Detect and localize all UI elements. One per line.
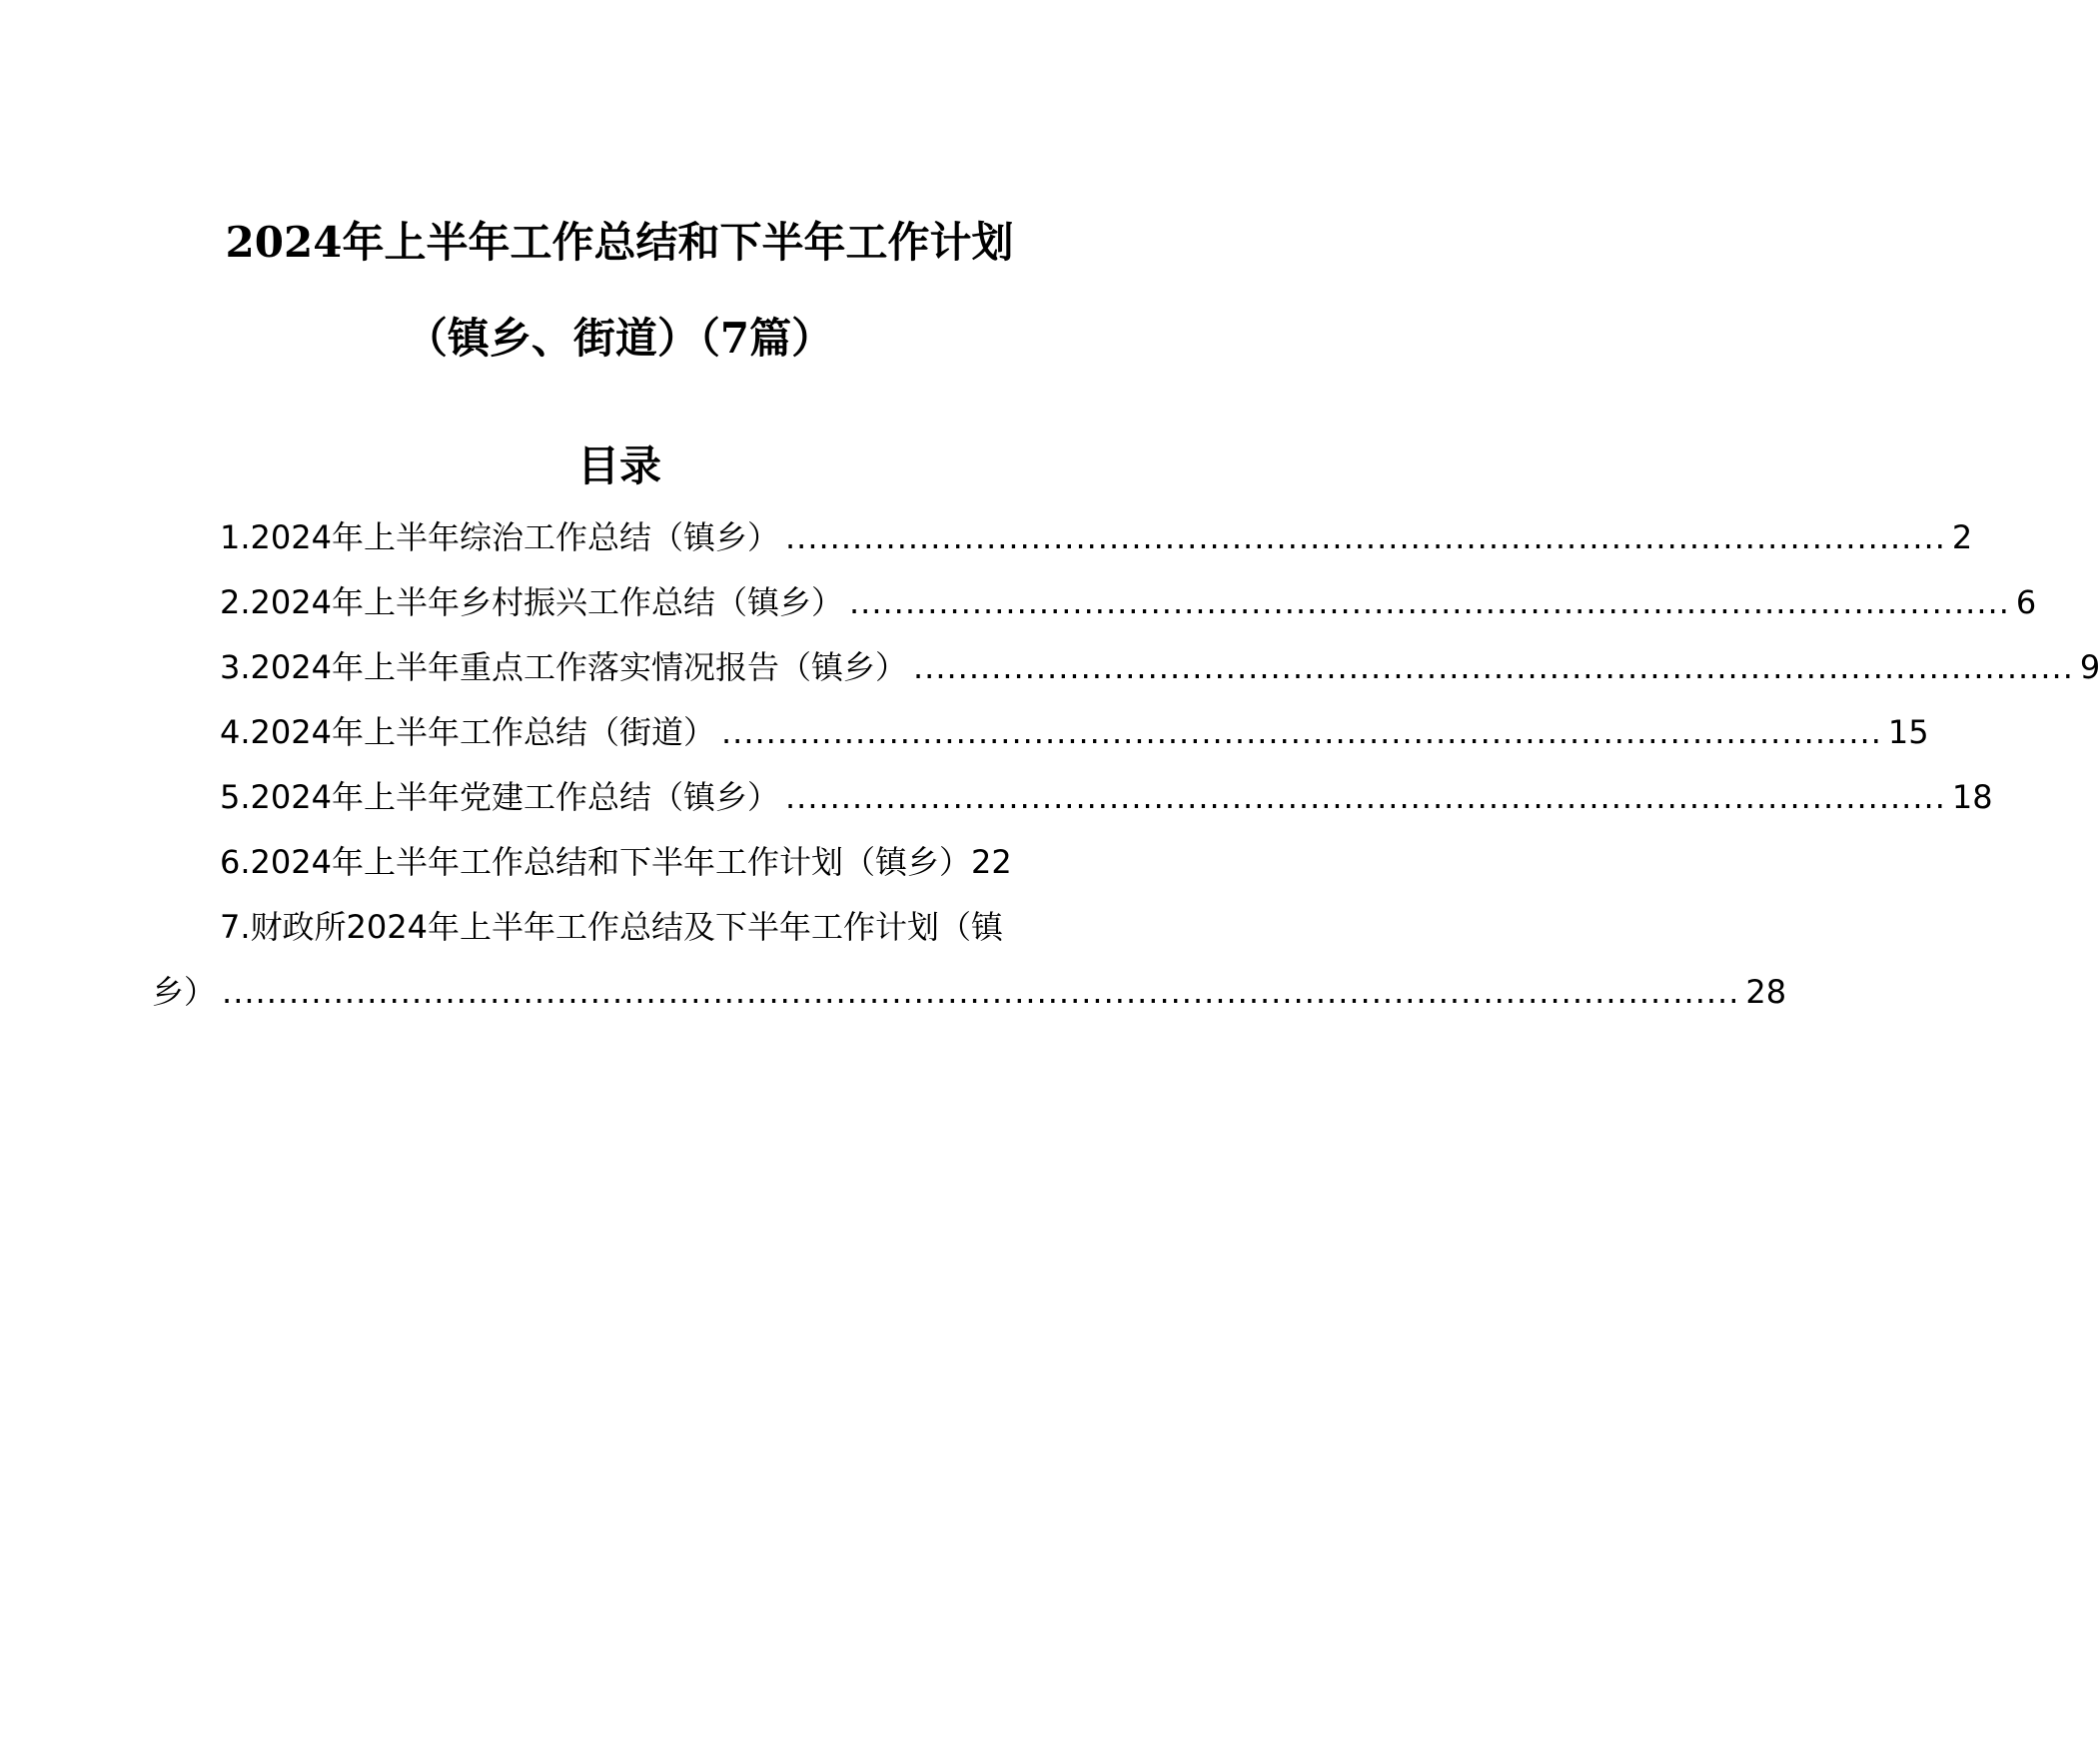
toc-entry-title-continued: 乡） [152,973,217,1011]
toc-entry-page: 2 [1951,518,1973,556]
toc-entry-page: 6 [2015,583,2037,621]
toc-entry-title: 7.财政所2024年上半年工作总结及下半年工作计划（镇 [220,908,1003,946]
toc-leader-dots: ........................................................................................................ [784,518,1946,556]
toc-entry-7-line-2[interactable] [152,973,1787,1011]
toc-entry-1[interactable] [220,518,1973,556]
toc-entry-page: 28 [1745,973,1787,1011]
toc-entry-page: 15 [1887,713,1929,751]
toc-entry-title: 1.2024年上半年综治工作总结（镇乡） [220,518,779,556]
toc-entry-4[interactable] [220,713,1929,751]
document-title-line-2: （镇乡、街道）（7篇） [405,314,834,363]
toc-entry-2[interactable] [220,583,2037,621]
toc-leader-dots: ........................................................................................................ [720,713,1882,751]
toc-entry-6[interactable] [220,843,1019,881]
toc-heading: 目录 [576,441,661,490]
toc-entry-page: 22 [970,843,1012,881]
toc-leader-dots: ........................................................................................................ [848,583,2010,621]
toc-entry-7-line-1[interactable] [220,908,1003,946]
toc-entry-title: 3.2024年上半年重点工作落实情况报告（镇乡） [220,648,907,686]
toc-leader-dots: ........................................................................................................................................ [222,973,1740,1011]
toc-entry-title: 6.2024年上半年工作总结和下半年工作计划（镇乡） [220,843,971,881]
toc-entry-title: 2.2024年上半年乡村振兴工作总结（镇乡） [220,583,843,621]
toc-entry-page: 18 [1951,778,1993,816]
document-title-line-1: 2024年上半年工作总结和下半年工作计划 [225,218,1014,267]
toc-entry-title: 5.2024年上半年党建工作总结（镇乡） [220,778,779,816]
toc-entry-title: 4.2024年上半年工作总结（街道） [220,713,715,751]
toc-entry-page: 9 [2079,648,2100,686]
toc-entry-3[interactable] [220,648,2100,686]
toc-entry-5[interactable] [220,778,1993,816]
toc-leader-dots: ........................................................................................................ [784,778,1946,816]
toc-leader-dots: ........................................................................................................ [912,648,2074,686]
